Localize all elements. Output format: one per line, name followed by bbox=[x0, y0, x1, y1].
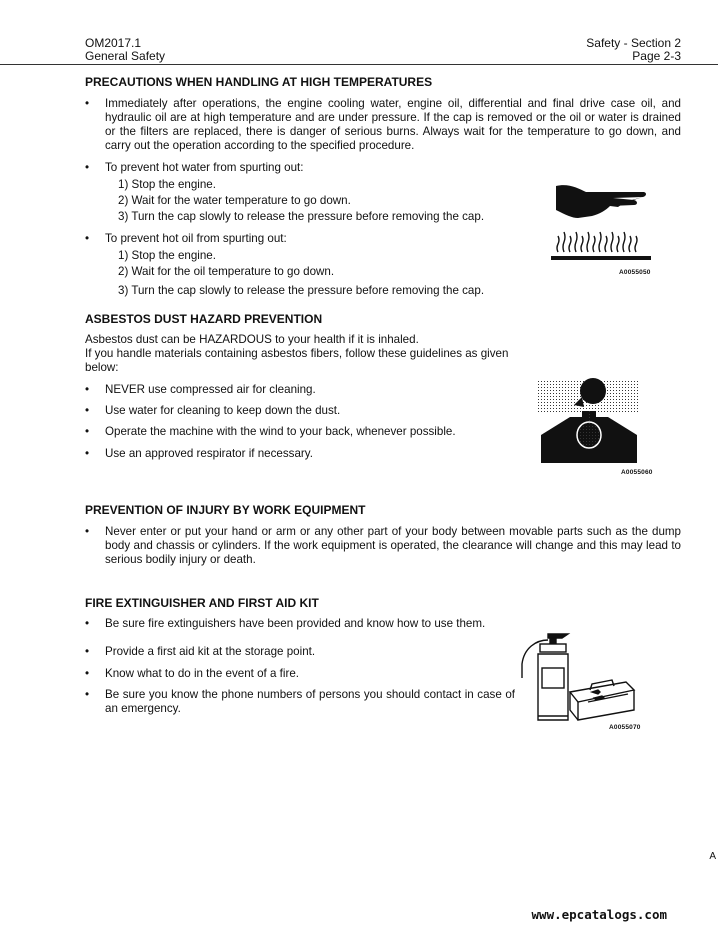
header-right bbox=[586, 37, 681, 63]
list-item-text: Immediately after operations, the engine cooling water, engine oil, differential and final drive case oil, and hydraulic oil are at high temperature and are under pressure. If the cap is removed or the oil or water is drained or the filters are replaced, there is danger of serious burns. Always wait for the temperature to go down, and carry out the operation according to the specified procedure. bbox=[105, 97, 681, 152]
list-item bbox=[85, 404, 515, 418]
page-number: Page 2-3 bbox=[632, 49, 681, 63]
list-item-text: Use an approved respirator if necessary. bbox=[105, 447, 313, 460]
figure-code: A0055050 bbox=[619, 269, 651, 276]
bullet-marker: • bbox=[85, 383, 90, 396]
list-item bbox=[85, 425, 515, 439]
list-item-text: NEVER use compressed air for cleaning. bbox=[105, 383, 316, 396]
list-item-text: Be sure fire extinguishers have been provided and know how to use them. bbox=[105, 617, 486, 630]
list-item bbox=[85, 447, 515, 461]
doc-code: OM2017.1 bbox=[85, 36, 142, 50]
section-title-asbestos: ASBESTOS DUST HAZARD PREVENTION bbox=[85, 312, 323, 326]
intro-text: If you handle materials containing asbestos fibers, follow these guidelines as given below: bbox=[85, 347, 509, 374]
edge-mark: A bbox=[709, 851, 716, 862]
extinguisher-first-aid-icon bbox=[518, 630, 640, 726]
header-rule bbox=[0, 64, 718, 65]
list-item-text: Never enter or put your hand or arm or any other part of your body between movable parts such as the dump body and chassis or cylinders. If the work equipment is operated, the clearance will change and this may lead to serious bodily injury or death. bbox=[105, 525, 681, 566]
list-item-text: Be sure you know the phone numbers of persons you should contact in case of an emergency. bbox=[105, 688, 515, 715]
bullet-marker: • bbox=[85, 617, 90, 630]
list-item-text: Operate the machine with the wind to your back, whenever possible. bbox=[105, 425, 456, 438]
header-left bbox=[85, 37, 165, 63]
list-item-text: Provide a first aid kit at the storage point. bbox=[105, 645, 316, 658]
bullet-marker: • bbox=[85, 404, 90, 417]
list-item-text: Know what to do in the event of a fire. bbox=[105, 667, 299, 680]
chapter-label: Safety - Section 2 bbox=[586, 36, 681, 50]
step-item: 3) Turn the cap slowly to release the pressure before removing the cap. bbox=[118, 284, 485, 297]
bullet-marker: • bbox=[85, 667, 90, 680]
list-item-text: To prevent hot oil from spurting out: bbox=[105, 232, 287, 245]
list-item bbox=[85, 617, 515, 631]
bullet-marker: • bbox=[85, 97, 90, 110]
list-item bbox=[85, 383, 515, 397]
intro-text: Asbestos dust can be HAZARDOUS to your health if it is inhaled. bbox=[85, 333, 419, 346]
bullet-marker: • bbox=[85, 447, 90, 460]
list-item bbox=[85, 161, 515, 175]
bullet-marker: • bbox=[85, 232, 90, 245]
list-item bbox=[85, 645, 515, 659]
list-item bbox=[85, 688, 515, 716]
list-item bbox=[85, 97, 681, 153]
section-title-fire-extinguisher: FIRE EXTINGUISHER AND FIRST AID KIT bbox=[85, 596, 319, 610]
list-item bbox=[85, 667, 515, 681]
step-item: 3) Turn the cap slowly to release the pressure before removing the cap. bbox=[118, 210, 485, 223]
step-item: 2) Wait for the water temperature to go down. bbox=[118, 194, 351, 207]
step-item: 1) Stop the engine. bbox=[118, 178, 216, 191]
list-item bbox=[85, 232, 515, 246]
doc-section: General Safety bbox=[85, 49, 166, 63]
hot-surface-hand-icon bbox=[548, 180, 656, 266]
bullet-marker: • bbox=[85, 525, 90, 538]
figure-code: A0055060 bbox=[621, 469, 653, 476]
section-title-high-temperatures: PRECAUTIONS WHEN HANDLING AT HIGH TEMPERATURES bbox=[85, 75, 433, 89]
bullet-marker: • bbox=[85, 688, 90, 701]
list-item-text: To prevent hot water from spurting out: bbox=[105, 161, 304, 174]
watermark-link[interactable]: www.epcatalogs.com bbox=[531, 907, 667, 922]
bullet-marker: • bbox=[85, 161, 90, 174]
section-title-work-equipment: PREVENTION OF INJURY BY WORK EQUIPMENT bbox=[85, 503, 366, 517]
dust-inhalation-icon bbox=[538, 375, 640, 465]
step-item: 1) Stop the engine. bbox=[118, 249, 216, 262]
list-item bbox=[85, 525, 681, 567]
bullet-marker: • bbox=[85, 425, 90, 438]
figure-code: A0055070 bbox=[609, 724, 641, 731]
step-item: 2) Wait for the oil temperature to go down. bbox=[118, 265, 335, 278]
bullet-marker: • bbox=[85, 645, 90, 658]
list-item-text: Use water for cleaning to keep down the dust. bbox=[105, 404, 341, 417]
